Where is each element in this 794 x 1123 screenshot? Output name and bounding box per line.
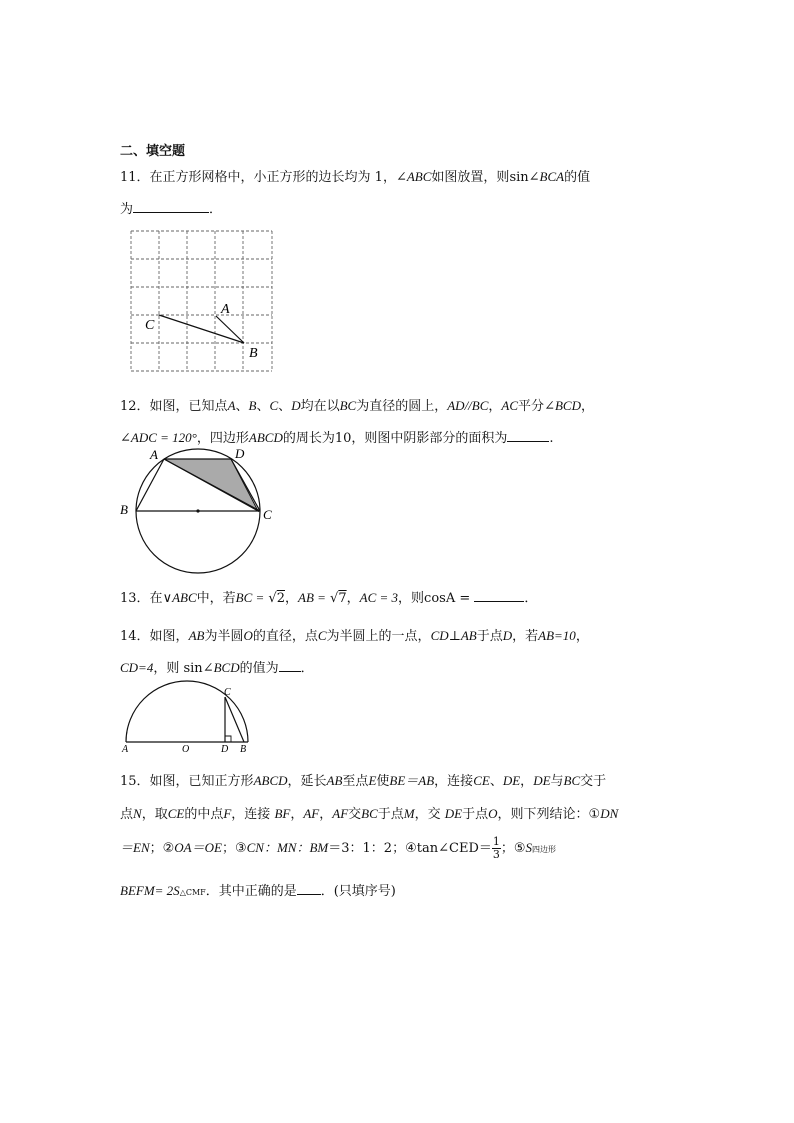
- label-c: C: [263, 507, 272, 522]
- question-text: 于点: [462, 807, 489, 822]
- question-text: 于点: [476, 629, 503, 644]
- question-text: 的中点: [184, 807, 224, 822]
- segment-cb: [159, 315, 244, 343]
- option-marker: ④: [405, 841, 417, 856]
- question-number: 14．: [120, 629, 150, 644]
- label-c: C: [224, 687, 231, 698]
- question-number: 12．: [120, 399, 150, 414]
- math-var: C: [269, 398, 279, 413]
- question-text: ，则: [398, 591, 425, 606]
- question-text: 的周长为: [282, 431, 335, 446]
- subscript: 四边形: [532, 845, 557, 854]
- right-angle-mark: [225, 736, 231, 742]
- label-b: B: [249, 346, 258, 361]
- question-15-line3: ＝EN；②OA＝OE；③CN：MN：BM＝3：1：2；④tan∠CED＝ $\frac{1}{3}$ ；⑤S四边形: [120, 835, 557, 861]
- punctuation: ．: [209, 202, 223, 217]
- math-number: 10: [334, 431, 352, 446]
- math-var: BF: [274, 806, 291, 821]
- answer-blank[interactable]: [474, 589, 524, 602]
- question-text: 交: [348, 807, 362, 822]
- question-number: 15．: [120, 774, 150, 789]
- math-expr: BE＝AB: [389, 773, 435, 788]
- option-marker: ②: [162, 841, 175, 856]
- question-number: 13．: [120, 591, 150, 606]
- question-15-line1: 15．如图，已知正方形ABCD，延长AB至点E使BE＝AB，连接CE、DE，DE与BC交于: [120, 773, 607, 789]
- question-text: 与: [550, 774, 564, 789]
- math-var: ABCD: [253, 773, 288, 788]
- subscript: △CMF: [179, 888, 206, 897]
- question-text: ．(只填序号): [320, 884, 396, 899]
- punctuation: ．: [524, 591, 538, 606]
- question-text: 点: [120, 807, 134, 822]
- math-var: ABCD: [248, 430, 283, 445]
- question-text: ，则下列结论：: [497, 807, 589, 822]
- math-var: AB: [188, 628, 205, 643]
- math-var: S: [525, 840, 533, 855]
- math-var: AF: [303, 806, 320, 821]
- math-var: C: [317, 628, 327, 643]
- question-text: 在正方形网格中，小正方形的边长均为 1，: [149, 170, 396, 185]
- question-text: 为: [120, 202, 134, 217]
- option-marker: ⑤: [513, 841, 526, 856]
- math-var: BC: [361, 806, 378, 821]
- label-a: A: [221, 302, 230, 317]
- question-text: 平分: [518, 399, 545, 414]
- math-var: AC: [501, 398, 519, 413]
- option-marker: ③: [234, 841, 247, 856]
- math-expr: ∠BCA: [528, 169, 565, 184]
- math-expr: ＝3：1：2: [328, 841, 393, 856]
- math-expr: OA＝OE: [174, 840, 222, 855]
- math-expr: cosA =: [424, 591, 471, 606]
- label-d: D: [221, 744, 229, 755]
- question-text: 如图，已知正方形: [149, 774, 254, 789]
- math-expr: CN：MN：BM: [246, 840, 329, 855]
- math-var: DE: [533, 773, 551, 788]
- question-text: ，若: [512, 629, 539, 644]
- grid-figure: [125, 225, 275, 375]
- math-expr: ＝EN: [120, 840, 150, 855]
- question-text: 交于: [580, 774, 607, 789]
- fraction-numerator: 1: [492, 835, 500, 848]
- label-a: A: [150, 447, 158, 462]
- section-title: 二、填空题: [120, 144, 186, 159]
- question-14-line1: 14．如图，AB为半圆O的直径，点C为半圆上的一点，CD⊥AB于点D，若AB=10，: [120, 628, 589, 644]
- label-b: B: [120, 502, 128, 517]
- question-text: ，则 sin: [153, 661, 203, 676]
- question-text: 为半圆上的一点，: [326, 629, 431, 644]
- label-o: O: [182, 744, 190, 755]
- answer-blank[interactable]: [279, 659, 301, 672]
- math-expr: = 2S: [154, 883, 180, 898]
- math-expr: AC = 3: [359, 590, 399, 605]
- question-text: 均在以: [300, 399, 340, 414]
- math-var: D: [502, 628, 513, 643]
- question-text: 于点: [377, 807, 404, 822]
- question-text: ，取: [141, 807, 168, 822]
- punctuation: ，: [488, 399, 502, 414]
- center-dot: [196, 509, 199, 512]
- math-var: CE: [167, 806, 185, 821]
- punctuation: ．: [300, 661, 314, 676]
- question-text: 为直径的圆上，: [356, 399, 448, 414]
- question-11-line1: [120, 166, 590, 185]
- option-marker: ①: [588, 807, 601, 822]
- math-expr: ABC: [406, 169, 432, 184]
- question-15-line4: [120, 880, 396, 899]
- math-expr: AB=10: [538, 628, 576, 643]
- math-expr: BC =: [235, 590, 265, 605]
- question-text: 的值: [564, 170, 591, 185]
- math-expr: tan∠CED＝: [416, 841, 492, 856]
- question-text: 如图，: [149, 629, 189, 644]
- math-var: CE: [473, 773, 490, 788]
- math-expr: AB =: [298, 590, 326, 605]
- math-var: DN: [600, 806, 619, 821]
- segment-ab: [136, 459, 164, 511]
- question-text: 使: [376, 774, 390, 789]
- question-15-line2: 点N，取CE的中点F，连接 BF，AF，AF交BC于点M，交 DE于点O，则下列结论：①DN: [120, 806, 619, 822]
- label-b: B: [240, 744, 247, 755]
- question-text: 为半圆: [204, 629, 244, 644]
- math-expr: ∠ADC = 120°: [120, 430, 197, 445]
- answer-blank[interactable]: [507, 429, 549, 442]
- question-text: 如图，已知点: [149, 399, 228, 414]
- question-text: 的直径，点: [252, 629, 318, 644]
- question-text: ．其中正确的是: [205, 884, 297, 899]
- math-var: BEFM: [120, 883, 155, 898]
- question-text: 如图放置，则: [431, 170, 510, 185]
- math-expr: ∠BCD: [202, 660, 240, 675]
- question-text: 中，若: [196, 591, 236, 606]
- math-var: BC: [339, 398, 357, 413]
- question-text: ，则图中阴影部分的面积为: [351, 431, 508, 446]
- punctuation: 、: [235, 399, 249, 414]
- question-13: 13．在∨ABC中，若BC = √2，AB = √7，AC = 3，则cosA = ．: [120, 590, 538, 606]
- punctuation: 、: [256, 399, 270, 414]
- math-var: N: [133, 806, 142, 821]
- label-d: D: [235, 446, 245, 461]
- label-c: C: [145, 318, 155, 333]
- punctuation: 、: [278, 399, 292, 414]
- question-11-line2: [120, 198, 222, 217]
- math-expr: ∠BCD: [544, 398, 581, 413]
- fraction-denominator: 3: [492, 848, 500, 861]
- math-var: O: [488, 806, 498, 821]
- fraction: [492, 836, 501, 861]
- question-number: 11．: [120, 170, 150, 185]
- math-var: DE: [502, 773, 521, 788]
- math-var: BC: [563, 773, 581, 788]
- question-text: ，连接: [434, 774, 474, 789]
- question-text: 在: [149, 591, 163, 606]
- question-text: ，延长: [287, 774, 327, 789]
- math-number: 2: [276, 591, 285, 606]
- question-12-line2: [120, 427, 554, 446]
- math-var: B: [248, 398, 257, 413]
- math-expr: ∨ABC: [162, 590, 197, 605]
- math-expr: CD=4: [120, 660, 154, 675]
- math-var: AB: [326, 773, 343, 788]
- math-var: DE: [444, 806, 463, 821]
- question-text: 的值为: [239, 661, 279, 676]
- math-number: 7: [338, 591, 347, 606]
- answer-blank[interactable]: [133, 200, 209, 213]
- math-var: M: [403, 806, 415, 821]
- math-var: D: [291, 398, 301, 413]
- math-expr: CD⊥AB: [430, 628, 477, 643]
- answer-blank[interactable]: [297, 882, 321, 895]
- circle-figure: [115, 445, 285, 575]
- punctuation: ，: [580, 399, 594, 414]
- question-text: ，四边形: [196, 431, 249, 446]
- math-var: F: [223, 806, 232, 821]
- punctuation: .: [549, 431, 554, 446]
- semicircle-figure: [118, 680, 258, 755]
- math-var: AF: [332, 806, 349, 821]
- math-symbol: ∠: [395, 170, 407, 185]
- math-var: O: [243, 628, 253, 643]
- label-a: A: [122, 744, 129, 755]
- question-text: 至点: [342, 774, 369, 789]
- math-expr: sin: [509, 170, 529, 185]
- math-expr: AD//BC: [447, 398, 489, 413]
- math-var: E: [368, 773, 377, 788]
- question-14-line2: [120, 657, 314, 676]
- question-12-line1: [120, 395, 594, 414]
- math-var: A: [227, 398, 236, 413]
